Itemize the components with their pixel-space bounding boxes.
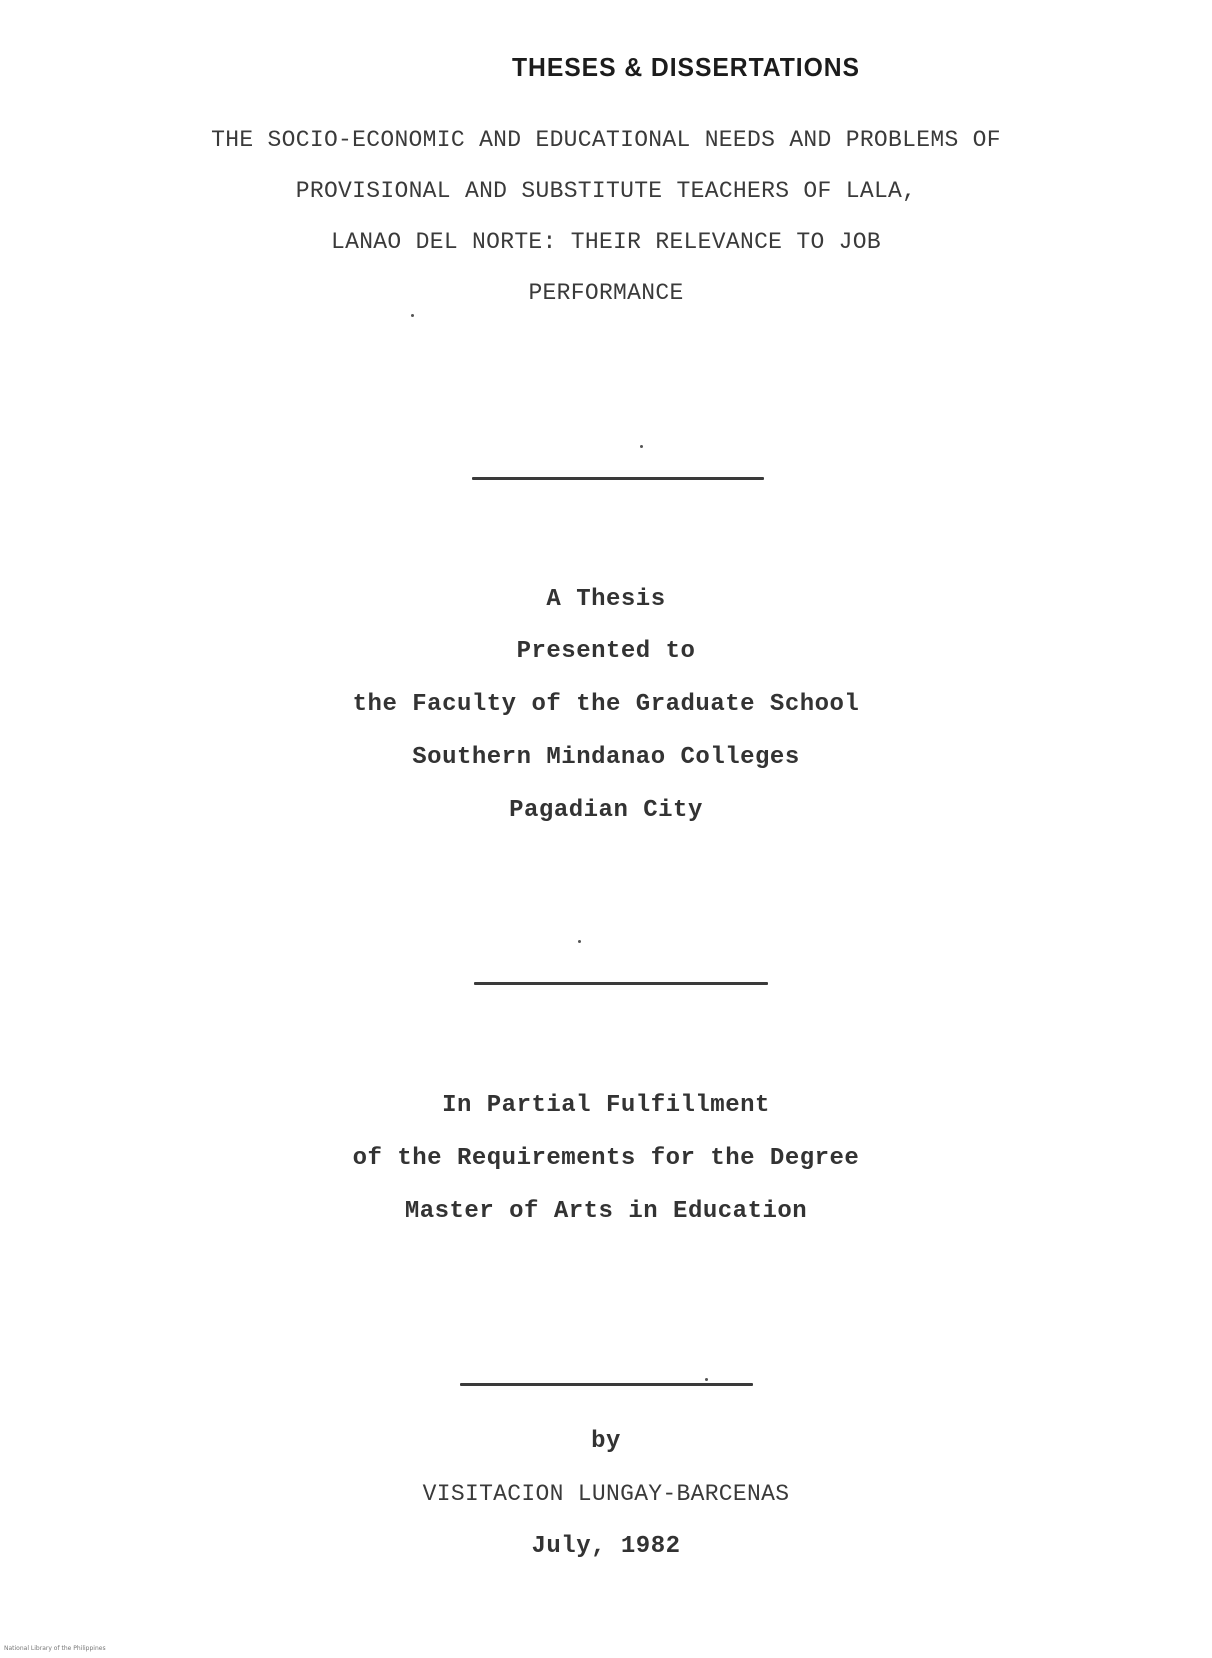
author-name: VISITACION LUNGAY-BARCENAS — [422, 1481, 790, 1507]
title-line-2: PROVISIONAL AND SUBSTITUTE TEACHERS OF LALA, — [295, 178, 917, 204]
scan-speck — [411, 314, 414, 317]
scan-speck — [640, 445, 643, 448]
divider-rule — [460, 1383, 753, 1386]
fulfillment-line-2: of the Requirements for the Degree — [352, 1145, 860, 1172]
collection-stamp: THESES & DISSERTATIONS — [512, 52, 860, 82]
scan-speck — [705, 1378, 708, 1381]
faculty-line: the Faculty of the Graduate School — [352, 691, 860, 718]
title-line-4: PERFORMANCE — [528, 280, 684, 306]
title-line-3: LANAO DEL NORTE: THEIR RELEVANCE TO JOB — [331, 229, 881, 255]
college-city: Pagadian City — [509, 797, 703, 824]
scan-speck — [578, 940, 581, 943]
archive-footer: National Library of the Philippines — [4, 1645, 106, 1652]
fulfillment-line-1: In Partial Fulfillment — [442, 1092, 770, 1119]
degree-name: Master of Arts in Education — [404, 1198, 808, 1225]
divider-rule — [472, 477, 764, 480]
title-line-1: THE SOCIO-ECONOMIC AND EDUCATIONAL NEEDS AND PROBLEMS OF — [211, 127, 1001, 153]
divider-rule — [474, 982, 768, 985]
presented-to: Presented to — [516, 638, 696, 665]
thesis-label: A Thesis — [546, 586, 666, 613]
by-label: by — [591, 1428, 621, 1455]
college-name: Southern Mindanao Colleges — [412, 744, 800, 771]
thesis-date: July, 1982 — [531, 1533, 681, 1560]
